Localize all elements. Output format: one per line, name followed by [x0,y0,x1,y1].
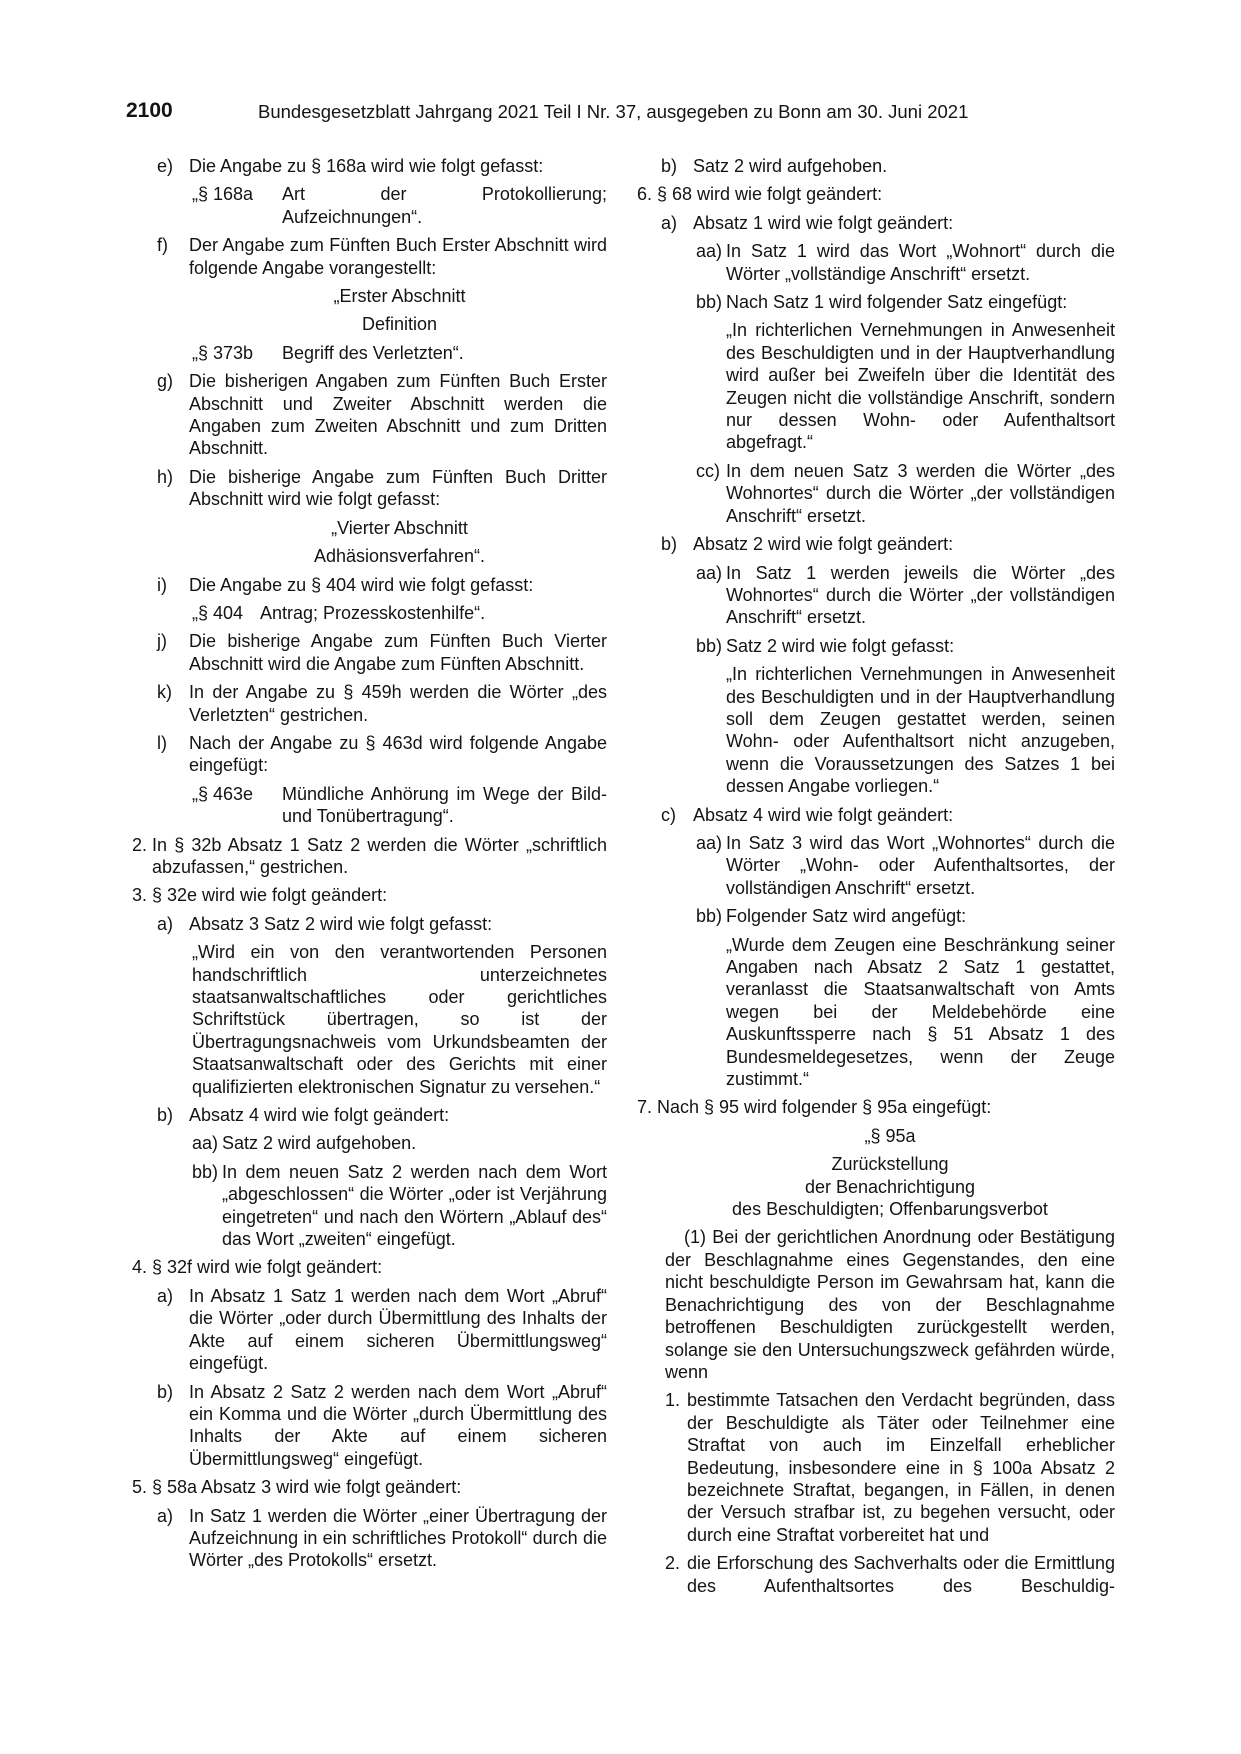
item-label: a) [157,1285,174,1306]
item-label: g) [157,371,174,392]
quoted-text: (1) Bei der gerichtlichen Anordnung oder Bestätigung der Beschlagnahme eines Gegenstandes, den eine nicht beschuldigte Person im Gewahrsam hat, kann die Benachrichtigung des von der Beschlagnahme betroffenen Beschuldigten zurückgestellt werden, solange sie den Untersuchungszweck gefährden würde, wenn [665,1227,1115,1382]
list-item [661,804,1115,826]
item-text: Die Angabe zu § 168a wird wie folgt gefasst: [189,156,544,176]
item-text: Absatz 4 wird wie folgt geändert: [693,804,954,825]
list-item [157,1285,607,1375]
item-text: Mündliche Anhörung im Wege der Bild- und Tonübertragung“. [282,783,607,827]
right-column [637,155,1115,1603]
section-heading: Zurückstellung [831,1154,949,1175]
list-item [192,783,607,828]
item-label: „§ 404 [192,602,244,623]
quoted-text: „Wird ein von den verantwortenden Personen handschriftlich unterzeichnetes staatsanwaltschaftliches oder gerichtliches Schriftstück übertragen, so ist der Übertragungsnachweis vom Urkundsbeamten der Staatsanwaltschaft oder des Gerichts mit einer qualifizierten elektronischen Signatur zu versehen.“ [192,942,607,1097]
list-item [637,1096,1115,1118]
item-label: b) [157,1105,174,1126]
item-label: 3. [132,885,148,906]
item-text: § 68 wird wie folgt geändert: [657,184,883,205]
list-item [157,681,607,726]
item-text: In Absatz 2 Satz 2 werden nach dem Wort „Abruf“ ein Komma und die Wörter „durch Übermittlung des Inhalts der Akte auf einem sicheren Übermittlungsweg“ eingefügt. [189,1381,607,1469]
item-text: In Satz 3 wird das Wort „Wohnortes“ durch die Wörter „Wohn- oder Aufenthaltsortes, der vollständigen Anschrift“ ersetzt. [726,832,1115,898]
list-item [637,183,1115,205]
item-text: Die bisherige Angabe zum Fünften Buch Dritter Abschnitt wird wie folgt gefasst: [189,466,607,510]
item-label: j) [157,631,167,652]
item-label: 2. [665,1553,681,1574]
item-text: Absatz 4 wird wie folgt geändert: [189,1105,450,1126]
list-item [157,732,607,777]
item-text: Folgender Satz wird angefügt: [726,906,967,927]
item-label: b) [661,534,678,555]
list-item [696,460,1115,527]
item-label: aa) [696,562,723,583]
item-label: 5. [132,1477,148,1498]
item-text: Begriff des Verletzten“. [282,342,464,363]
item-text: In dem neuen Satz 2 werden nach dem Wort „abgeschlossen“ die Wörter „oder ist Verjährung eingetreten“ und nach den Wörtern „Ablauf des“ das Wort „zweiten“ eingefügt. [222,1161,607,1250]
item-text: § 32f wird wie folgt geändert: [152,1257,383,1278]
list-item [665,1552,1115,1597]
section-heading: Adhäsionsverfahren“. [313,546,486,567]
item-label: 7. [637,1097,653,1118]
list-item [192,602,607,624]
item-text: In Satz 1 werden die Wörter „einer Übertragung der Aufzeichnung in ein schriftliches Protokoll“ durch die Wörter „des Protokolls“ ersetzt. [189,1505,607,1571]
list-item [696,905,1115,927]
item-label: bb) [696,635,723,656]
item-text: § 58a Absatz 3 wird wie folgt geändert: [152,1477,462,1498]
item-label: 4. [132,1257,148,1278]
item-label: a) [157,1505,174,1526]
list-item [157,630,607,675]
item-label: a) [661,212,678,233]
section-heading: „§ 95a [864,1125,916,1146]
item-label: bb) [192,1161,219,1182]
item-text: Nach § 95 wird folgender § 95a eingefügt: [657,1097,992,1118]
section-heading: Definition [361,314,438,335]
list-item [661,212,1115,234]
item-label: b) [661,156,678,176]
item-label: bb) [696,906,723,927]
list-item [192,1132,607,1154]
item-label: bb) [696,292,723,313]
item-label: 1. [665,1390,681,1411]
item-label: i) [157,574,167,595]
list-item [157,466,607,511]
quoted-text: „In richterlichen Vernehmungen in Anwesenheit des Beschuldigten und in der Hauptverhandlung wird außer bei Zweifeln über die Identität des Zeugen nicht die vollständige Anschrift, sondern nur dessen Wohn- oder Aufenthaltsort abgefragt.“ [726,320,1115,453]
section-heading: der Benachrichtigung [804,1176,976,1197]
item-text: Absatz 1 wird wie folgt geändert: [693,212,954,233]
list-item [661,155,1115,177]
item-label: c) [661,804,676,825]
item-text: Nach der Angabe zu § 463d wird folgende Angabe eingefügt: [189,732,607,776]
item-label: 6. [637,184,653,205]
list-item [696,240,1115,285]
list-item [157,234,607,279]
item-text: In dem neuen Satz 3 werden die Wörter „des Wohnortes“ durch die Wörter „der vollständigen Anschrift“ ersetzt. [726,460,1115,526]
item-text: Die bisherige Angabe zum Fünften Buch Vierter Abschnitt wird die Angabe zum Fünften Abschnitt. [189,631,607,674]
item-text: In Absatz 1 Satz 1 werden nach dem Wort „Abruf“ die Wörter „oder durch Übermittlung des Inhalts der Akte auf einem sicheren Übermittlungsweg“ eingefügt. [189,1285,607,1374]
list-item [157,574,607,596]
gazette-title: Bundesgesetzblatt Jahrgang 2021 Teil I Nr. 37, ausgegeben zu Bonn am 30. Juni 2021 [258,101,969,122]
item-text: Nach Satz 1 wird folgender Satz eingefügt: [726,292,1068,313]
item-text: bestimmte Tatsachen den Verdacht begründen, dass der Beschuldigte als Täter oder Teilnehmer eine Straftat von auch im Einzelfall erheblicher Bedeutung, insbesondere eine in § 100a Absatz 2 bezeichnete Straftat, begangen, in Fällen, in denen der Versuch strafbar ist, zu begehen versucht, oder durch eine Straftat vorbereitet hat und [687,1390,1115,1545]
item-label: „§ 373b [192,342,254,363]
quoted-text: „In richterlichen Vernehmungen in Anwesenheit des Beschuldigten und in der Hauptverhandlung soll dem Zeugen gestattet werden, seinen Wohn- oder Aufenthaltsort nicht anzugeben, wenn die Voraussetzungen des Satzes 1 bei dessen Angabe vorliegen.“ [726,664,1115,797]
list-item [157,1381,607,1471]
item-text: In Satz 1 werden jeweils die Wörter „des Wohnortes“ durch die Wörter „der vollständigen Anschrift“ ersetzt. [726,562,1115,628]
item-label: aa) [192,1133,219,1154]
item-text: die Erforschung des Sachverhalts oder die Ermittlung des Aufenthaltsortes des Beschuldig- [687,1553,1115,1596]
item-label: f) [157,235,168,256]
list-item [157,155,607,177]
item-text: Antrag; Prozesskostenhilfe“. [260,602,486,623]
item-text: Satz 2 wird aufgehoben. [222,1133,417,1154]
list-item [696,562,1115,629]
item-label: b) [157,1381,174,1402]
item-text: Absatz 2 wird wie folgt geändert: [693,534,954,555]
section-heading: „Vierter Abschnitt [331,517,468,538]
item-label: cc) [696,460,720,481]
list-item [192,183,607,228]
item-label: k) [157,682,172,703]
item-label: aa) [696,832,723,853]
list-item [132,1476,607,1498]
item-label: „§ 168a [192,184,254,205]
item-text: § 32e wird wie folgt geändert: [152,885,388,906]
item-label: e) [157,156,174,176]
list-item [696,832,1115,899]
item-text: Satz 2 wird wie folgt gefasst: [726,635,955,656]
list-item [157,370,607,460]
list-item [157,1505,607,1572]
item-text: Der Angabe zum Fünften Buch Erster Abschnitt wird folgende Angabe vorangestellt: [189,235,607,278]
item-text: Die Angabe zu § 404 wird wie folgt gefasst: [189,574,534,595]
item-label: a) [157,913,174,934]
section-heading: „Erster Abschnitt [333,286,466,307]
list-item [192,342,607,364]
list-item [696,291,1115,313]
list-item [132,1256,607,1278]
quoted-text: „Wurde dem Zeugen eine Beschränkung seiner Angaben nach Absatz 2 Satz 1 gestattet, veranlasst die Staatsanwaltschaft von Amts wegen bei der Meldebehörde eine Auskunftssperre nach § 51 Absatz 1 des Bundesmeldegesetzes, wenn der Zeuge zustimmt.“ [726,934,1115,1090]
item-text: Art der Protokollierung; Aufzeichnungen“. [282,184,607,227]
page-number: 2100 [126,99,173,122]
item-text: Die bisherigen Angaben zum Fünften Buch Erster Abschnitt und Zweiter Abschnitt werden die Angaben zum Zweiten Abschnitt und zum Dritten Abschnitt. [189,371,607,459]
page-header [126,100,1116,130]
item-label: 2. [132,834,148,855]
item-label: h) [157,466,174,487]
list-item [696,635,1115,657]
item-text: Satz 2 wird aufgehoben. [693,156,888,176]
item-label: aa) [696,241,723,262]
item-label: l) [157,732,167,753]
list-item [661,533,1115,555]
left-column [132,155,607,1578]
item-text: In § 32b Absatz 1 Satz 2 werden die Wörter „schriftlich abzufassen,“ gestrichen. [152,834,607,877]
list-item [665,1389,1115,1546]
section-heading: des Beschuldigten; Offenbarungsverbot [732,1199,1048,1220]
list-item [132,834,607,879]
item-text: In Satz 1 wird das Wort „Wohnort“ durch die Wörter „vollständige Anschrift“ ersetzt. [726,241,1115,284]
list-item [132,884,607,906]
list-item [192,1161,607,1251]
item-text: In der Angabe zu § 459h werden die Wörter „des Verletzten“ gestrichen. [189,682,607,725]
item-text: Absatz 3 Satz 2 wird wie folgt gefasst: [189,913,493,934]
item-label: „§ 463e [192,783,254,804]
list-item [157,913,607,935]
list-item [157,1104,607,1126]
